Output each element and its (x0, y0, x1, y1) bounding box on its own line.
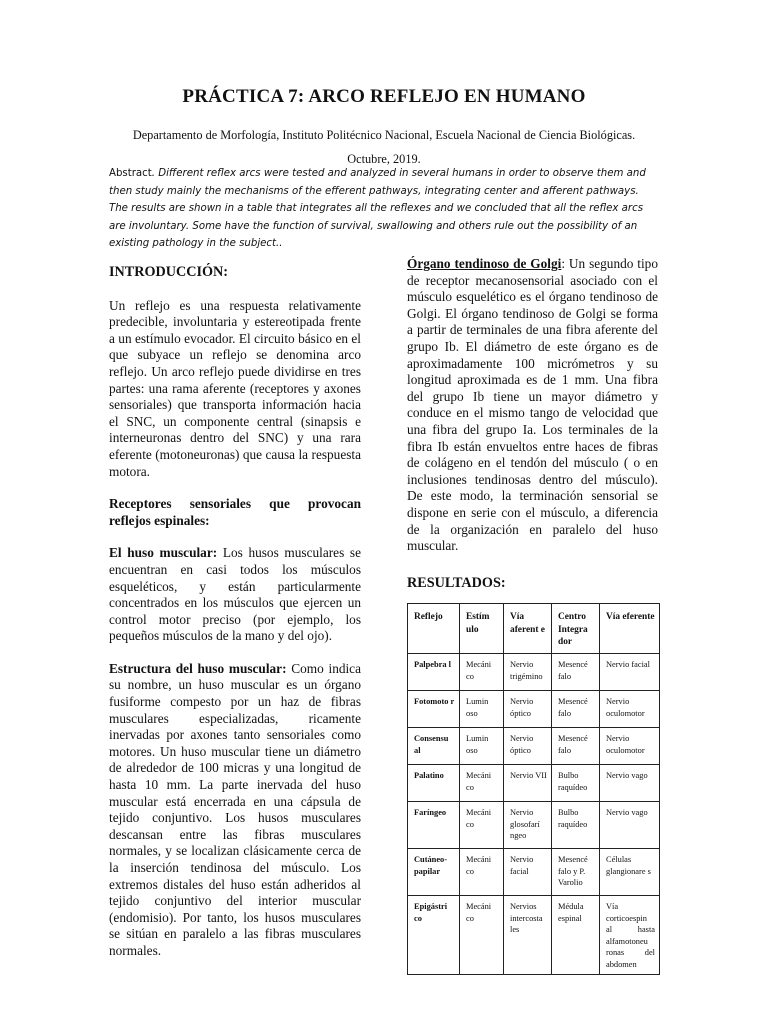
results-table-body (408, 604, 660, 975)
table-cell: Mesencé falo y P. Varolio (552, 849, 600, 896)
table-cell: Nervios intercosta les (504, 896, 552, 975)
table-cell: Lumin oso (460, 728, 504, 765)
table-header-cell: Centro Integra dor (552, 604, 600, 654)
table-cell: Mecáni co (460, 765, 504, 802)
table-cell: Nervio glosofarí ngeo (504, 802, 552, 849)
receptors-heading: Receptores sensoriales que provocan reflejos espinales: (109, 496, 361, 528)
table-header-cell: Vía eferente (600, 604, 660, 654)
table-cell: Faríngeo (408, 802, 460, 849)
table-cell: Nervio vago (600, 802, 660, 849)
table-cell: Fotomoto r (408, 691, 460, 728)
estructura-text: Como indica su nombre, un huso muscular es un órgano fusiforme compesto por un haz de fibras musculares especializadas, ricamente inervadas por axones tanto sensoriales como motores. Un huso muscular tiene un diámetro de alrededor de 100 micras y una longitud de hasta 10 mm. La parte inervada del huso muscular está encerrada en una cápsula de tejido conjuntivo. Los husos musculares descansan entre las fibras musculares normales, y se localizan clásicamente cerca de la inserción tendinosa del músculo. Los extremos distales del huso están adheridos al tejido conjuntivo del interior muscular (endomisio). Por tanto, los husos musculares se sitúan en paralelo a las fibras musculares normales. (109, 660, 361, 958)
paper-title: PRÁCTICA 7: ARCO REFLEJO EN HUMANO (182, 86, 586, 107)
table-cell: Mecáni co (460, 849, 504, 896)
table-row (408, 849, 660, 896)
table-row (408, 896, 660, 975)
table-cell: Nervio óptico (504, 728, 552, 765)
affiliation: Departamento de Morfología, Instituto Politécnico Nacional, Escuela Nacional de Ciencia Biológicas. (132, 128, 636, 142)
huso-paragraph (109, 545, 361, 645)
table-cell: Células glangionare s (600, 849, 660, 896)
table-row (408, 802, 660, 849)
table-cell: Mecáni co (460, 654, 504, 691)
huso-text: Los husos musculares se encuentran en casi todos los músculos esqueléticos, y están particularmente concentrados en los músculos que ejercen un control motor preciso (por ejemplo, los pequeños músculos de la mano y del ojo). (109, 545, 361, 644)
table-row (408, 654, 660, 691)
table-cell: Nervio óptico (504, 691, 552, 728)
golgi-label: Órgano tendinoso de Golgi (407, 256, 562, 271)
table-cell: Nervio trigémino (504, 654, 552, 691)
table-cell: Mesencé falo (552, 654, 600, 691)
table-cell: Cutáneo- papilar (408, 849, 460, 896)
table-header-cell: Estím ulo (460, 604, 504, 654)
left-column (109, 264, 361, 976)
table-cell: Palatino (408, 765, 460, 802)
results-heading: RESULTADOS: (407, 574, 506, 591)
table-row (408, 728, 660, 765)
table-cell: Nervio facial (600, 654, 660, 691)
affiliation-block (60, 123, 708, 171)
intro-heading: INTRODUCCIÓN: (109, 264, 229, 280)
table-row (408, 691, 660, 728)
estructura-label: Estructura del huso muscular: (109, 660, 287, 676)
abstract (109, 165, 659, 253)
table-header-cell: Vía aferent e (504, 604, 552, 654)
table-cell: Nervio vago (600, 765, 660, 802)
abstract-label: Abstract (109, 168, 152, 179)
golgi-paragraph (407, 256, 658, 555)
table-cell: Lumin oso (460, 691, 504, 728)
right-column (407, 256, 658, 975)
table-cell: Palpebra l (408, 654, 460, 691)
estructura-paragraph (109, 661, 361, 960)
table-cell: Nervio VII (504, 765, 552, 802)
table-cell: Nervio oculomotor (600, 691, 660, 728)
results-table (407, 603, 660, 975)
table-cell: Nervio facial (504, 849, 552, 896)
table-cell: Mesencé falo (552, 728, 600, 765)
huso-label: El huso muscular: (109, 545, 218, 561)
table-cell: Bulbo raquídeo (552, 802, 600, 849)
intro-paragraph: Un reflejo es una respuesta relativamente predecible, involuntaria y estereotipada frente a un estímulo evocador. El circuito básico en el que subyace un reflejo se denomina arco reflejo. Un arco reflejo puede dividirse en tres partes: una rama aferente (receptores y axones sensoriales) que transporta información hacia el SNC, un componente central (sinapsis e interneuronas dentro del SNC) y una rara eferente (motoneuronas) que causa la respuesta motora. (109, 297, 361, 479)
table-cell: Epigástri co (408, 896, 460, 975)
table-cell: Vía corticoespin al hasta alfamotoneu ronas del abdomen (600, 896, 660, 975)
table-cell: Mecáni co (460, 802, 504, 849)
golgi-text: : Un segundo tipo de receptor mecanosensorial asociado con el músculo esquelético es el órgano tendinoso de Golgi. El órgano tendinoso de Golgi se forma a partir de terminales de una fibra aferente del grupo Ib. El diámetro de este órgano es de aproximadamente 100 micrómetros y su longitud aproximada es de 1 mm. Una fibra del grupo Ib tiene un mayor diámetro y conduce en el mismo tango de velocidad que una fibra del grupo Ia. Los terminales de la fibra Ib están envueltos entre haces de fibras de colágeno en el tendón del músculo ( o en inclusiones tendinosas dentro del músculo). De este modo, la terminación sensorial se dispone en serie con el músculo, a diferencia de la organización en paralelo del huso muscular. (407, 256, 658, 554)
table-header-cell: Reflejo (408, 604, 460, 654)
abstract-text: . Different reflex arcs were tested and analyzed in several humans in order to observe them and then study mainly the mechanisms of the efferent pathways, integrating center and afferent pathways. The results are shown in a table that integrates all the reflexes and we concluded that all the reflex arcs are involuntary. Some have the function of survival, swallowing and others rule out the possibility of an existing pathology in the subject.. (109, 168, 646, 250)
table-cell: Mesencé falo (552, 691, 600, 728)
table-cell: Nervio oculomotor (600, 728, 660, 765)
table-cell: Médula espinal (552, 896, 600, 975)
table-cell: Bulbo raquídeo (552, 765, 600, 802)
table-header-row (408, 604, 660, 654)
table-row (408, 765, 660, 802)
table-cell: Mecáni co (460, 896, 504, 975)
table-cell: Consensu al (408, 728, 460, 765)
paper-date: Octubre, 2019. (347, 152, 421, 166)
